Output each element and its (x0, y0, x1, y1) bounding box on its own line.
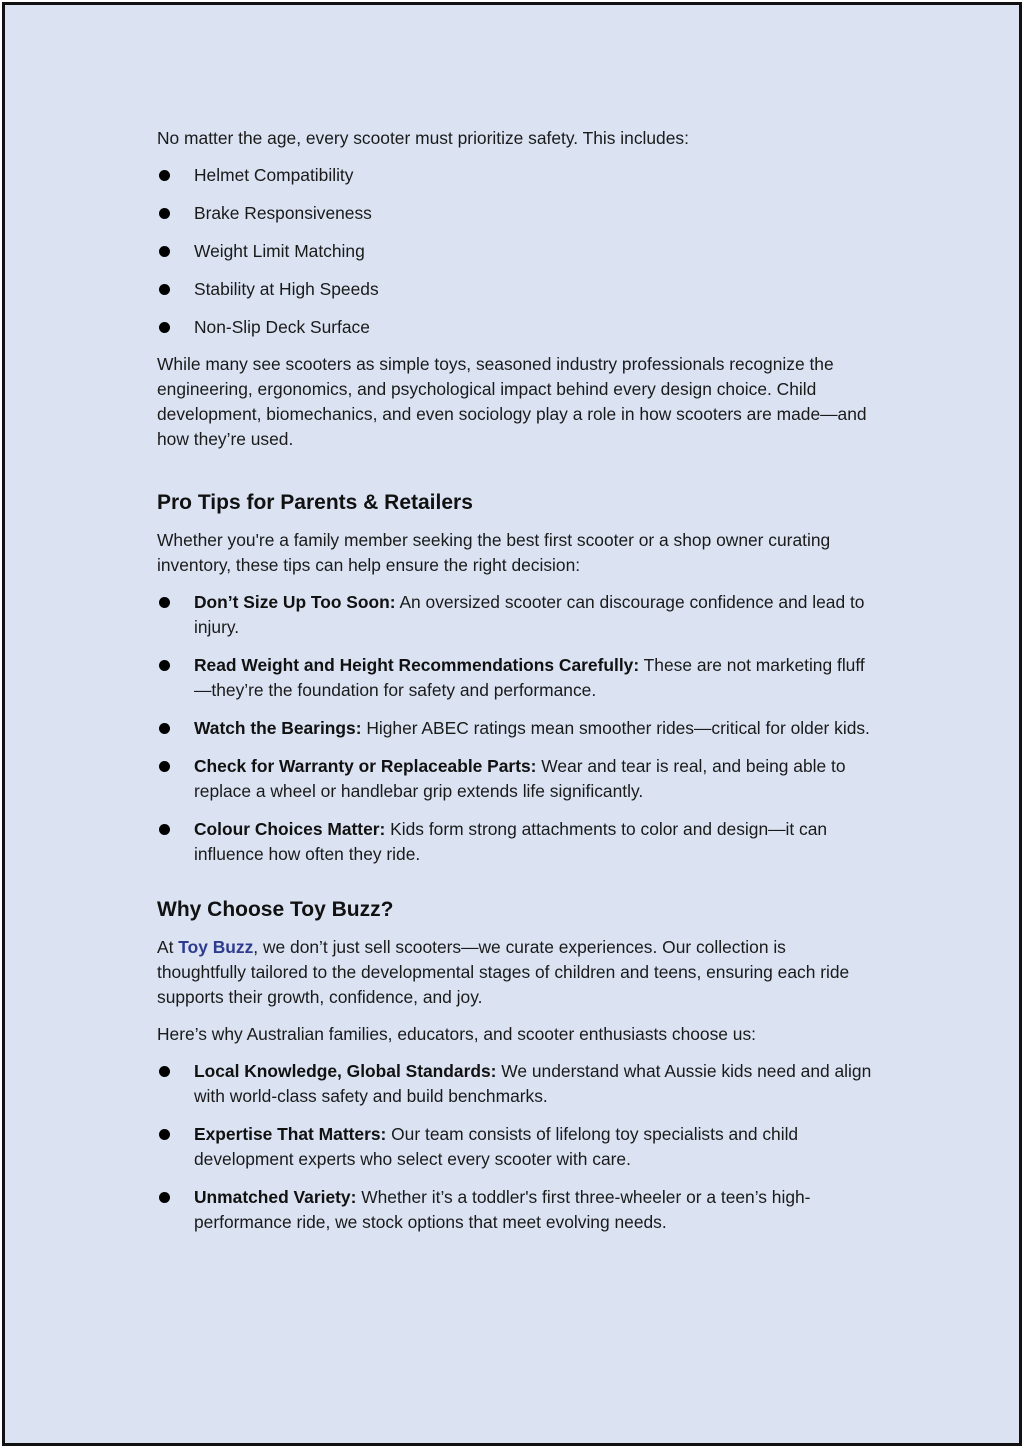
list-item (157, 239, 877, 264)
document-content (157, 126, 877, 1248)
tip-text: Higher ABEC ratings mean smoother rides—critical for older kids. (361, 718, 870, 738)
list-item (157, 817, 877, 867)
bullet-icon (159, 597, 170, 608)
bullet-icon (159, 208, 170, 219)
bullet-icon (159, 761, 170, 772)
why-prefix: At (157, 937, 179, 957)
list-item-text: Helmet Compatibility (194, 165, 354, 185)
bullet-icon (159, 284, 170, 295)
list-item (157, 163, 877, 188)
tip-text: Kids form strong attachments to color and design—it can influence how often they ride. (194, 819, 828, 864)
list-item-text: Brake Responsiveness (194, 203, 372, 223)
list-item (157, 1059, 877, 1109)
list-item (157, 716, 877, 741)
list-item (157, 754, 877, 804)
list-item-text: Weight Limit Matching (194, 241, 365, 261)
why-intro: Here’s why Australian families, educators, and scooter enthusiasts choose us: (157, 1024, 756, 1044)
toy-buzz-link[interactable]: Toy Buzz (178, 937, 254, 957)
reason-text: We understand what Aussie kids need and align with world-class safety and build benchmarks. (194, 1061, 872, 1106)
tip-title: Colour Choices Matter: (194, 819, 386, 839)
tip-title: Don’t Size Up Too Soon: (194, 592, 396, 612)
list-item (157, 590, 877, 640)
list-item (157, 201, 877, 226)
list-item (157, 653, 877, 703)
bullet-icon (159, 1066, 170, 1077)
tip-title: Watch the Bearings: (194, 718, 362, 738)
safety-list (157, 163, 877, 340)
reason-text: Whether it’s a toddler's first three-wheeler or a teen’s high-performance ride, we stock options that meet evolving needs. (194, 1187, 811, 1232)
bullet-icon (159, 723, 170, 734)
bullet-icon (159, 1192, 170, 1203)
reason-title: Local Knowledge, Global Standards: (194, 1061, 497, 1081)
list-item (157, 1122, 877, 1172)
why-list (157, 1059, 877, 1235)
list-item-text: Non-Slip Deck Surface (194, 317, 370, 337)
why-paragraph (157, 935, 877, 1010)
tip-text: An oversized scooter can discourage confidence and lead to injury. (194, 592, 865, 637)
tip-title: Check for Warranty or Replaceable Parts: (194, 756, 537, 776)
pro-tips-intro: Whether you're a family member seeking the best first scooter or a shop owner curating inventory, these tips can help ensure the right decision: (157, 530, 831, 575)
bullet-icon (159, 322, 170, 333)
bullet-icon (159, 246, 170, 257)
bullet-icon (159, 660, 170, 671)
why-heading: Why Choose Toy Buzz? (157, 898, 394, 921)
reason-title: Expertise That Matters: (194, 1124, 387, 1144)
safety-intro: No matter the age, every scooter must prioritize safety. This includes: (157, 128, 689, 148)
bullet-icon (159, 824, 170, 835)
why-suffix: , we don’t just sell scooters—we curate experiences. Our collection is thoughtfully tailored to the developmental stages of children and teens, ensuring each ride supports their growth, confidence, and joy. (157, 937, 850, 1007)
bullet-icon (159, 170, 170, 181)
bullet-icon (159, 1129, 170, 1140)
document-page (2, 2, 1022, 1446)
pro-tips-list (157, 590, 877, 867)
pro-tips-heading: Pro Tips for Parents & Retailers (157, 491, 473, 514)
tip-text: These are not marketing fluff—they’re the foundation for safety and performance. (194, 655, 865, 700)
list-item (157, 277, 877, 302)
engineering-paragraph: While many see scooters as simple toys, seasoned industry professionals recognize the engineering, ergonomics, and psychological impact behind every design choice. Child development, biomechanics, and even sociology play a role in how scooters are made—and how they’re used. (157, 354, 867, 449)
list-item (157, 315, 877, 340)
tip-title: Read Weight and Height Recommendations Carefully: (194, 655, 640, 675)
reason-title: Unmatched Variety: (194, 1187, 357, 1207)
reason-text: Our team consists of lifelong toy specialists and child development experts who select every scooter with care. (194, 1124, 799, 1169)
list-item-text: Stability at High Speeds (194, 279, 379, 299)
tip-text: Wear and tear is real, and being able to replace a wheel or handlebar grip extends life significantly. (194, 756, 846, 801)
list-item (157, 1185, 877, 1235)
